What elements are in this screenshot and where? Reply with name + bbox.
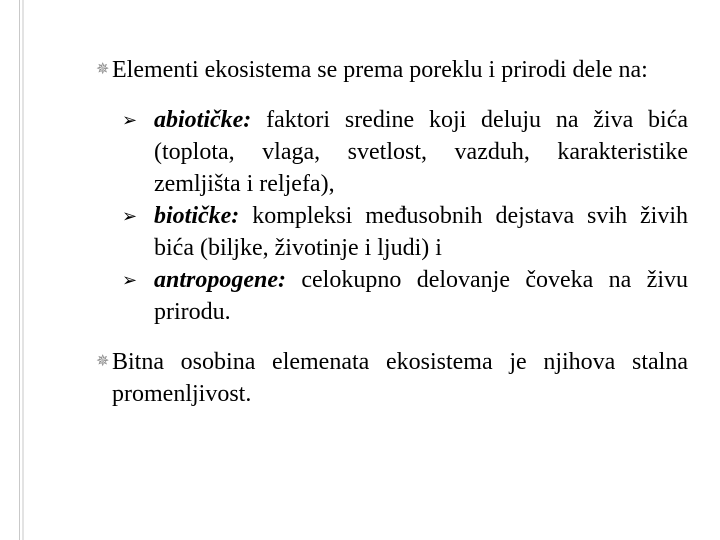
slide-body	[96, 54, 688, 410]
list-item-abiotic	[96, 104, 688, 200]
term-label: antropogene:	[154, 267, 286, 293]
bullet-paragraph-1	[96, 54, 688, 86]
paragraph-text: Elementi ekosistema se prema poreklu i prirodi dele na:	[112, 57, 648, 83]
list-item-anthropogenic	[96, 264, 688, 328]
term-label: biotičke:	[154, 203, 240, 229]
arrowhead-bullet-icon: ➢	[122, 270, 138, 290]
term-label: abiotičke:	[154, 107, 252, 133]
paragraph-text: Bitna osobina elemenata ekosistema je njihova stalna promenljivost.	[112, 349, 688, 407]
item-text: celokupno delovanje čoveka na živu prirodu.	[154, 267, 688, 325]
item-text: faktori sredine koji deluju na živa bića (toplota, vlaga, svetlost, vazduh, karakteristike zemljišta i reljefa),	[154, 107, 688, 197]
arrowhead-bullet-icon: ➢	[122, 206, 138, 226]
fancy-bullet-icon: ✵	[96, 61, 110, 78]
element-types-list	[96, 104, 688, 328]
fancy-bullet-icon: ✵	[96, 353, 110, 370]
left-decorative-rule	[6, 0, 20, 540]
arrowhead-bullet-icon: ➢	[122, 110, 138, 130]
list-item-biotic	[96, 200, 688, 264]
item-text: kompleksi međusobnih dejstava svih živih bića (biljke, životinje i ljudi) i	[154, 203, 688, 261]
bullet-paragraph-2	[96, 346, 688, 410]
